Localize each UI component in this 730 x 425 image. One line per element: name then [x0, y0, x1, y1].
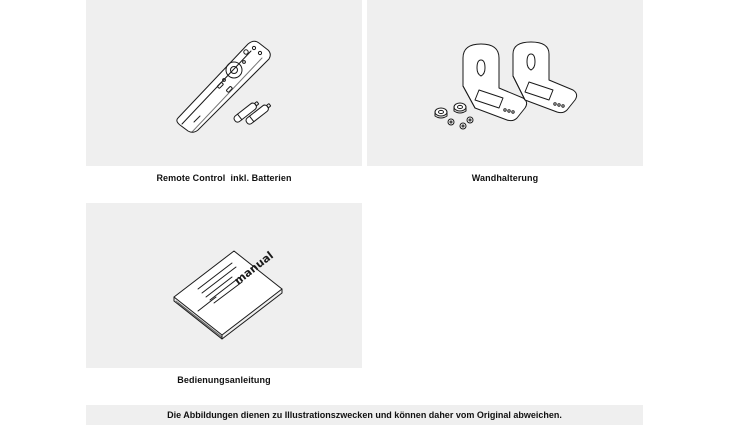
item-caption-wallmount: Wandhalterung [471, 173, 539, 183]
wall-mount-illustration [367, 0, 643, 166]
item-tile-manual [86, 203, 362, 368]
remote-control-illustration [86, 0, 362, 166]
item-tile-wallmount [367, 0, 643, 166]
item-caption-remote: Remote Control inkl. Batterien [156, 173, 292, 183]
footer-disclaimer: Die Abbildungen dienen zu Illustrationszwecken und können daher vom Original abweichen. [86, 405, 643, 425]
manual-booklet-illustration [86, 203, 362, 368]
manual-cover-text: manual [231, 248, 276, 288]
item-caption-manual: Bedienungsanleitung [177, 375, 271, 385]
item-tile-remote [86, 0, 362, 166]
